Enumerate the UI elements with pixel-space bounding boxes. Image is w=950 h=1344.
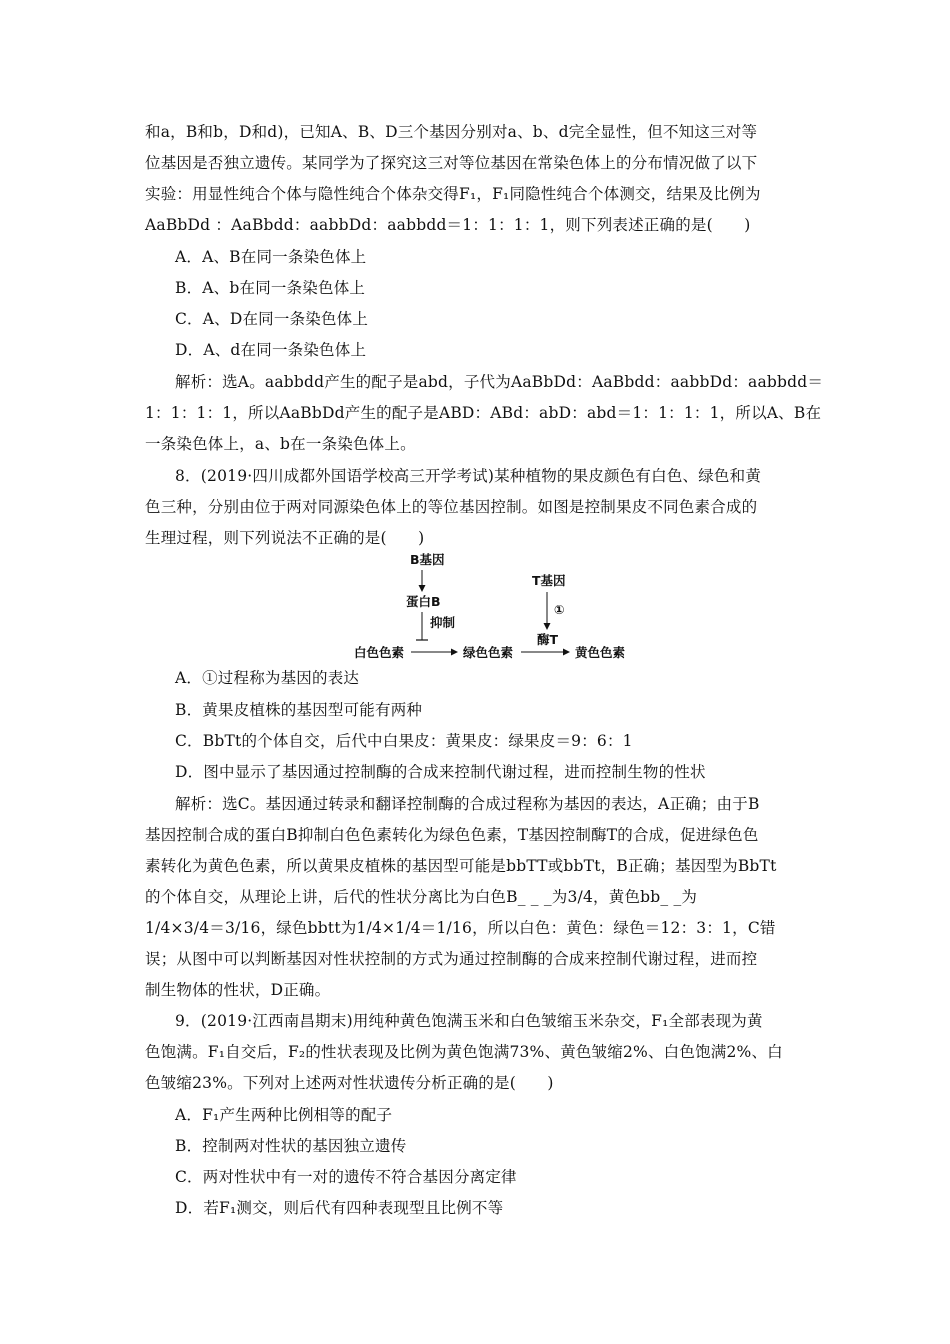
b-gene-label: B基因 — [410, 552, 445, 567]
q7-stem-line-4: AaBbDd ：AaBbdd：aabbDd：aabbdd＝1：1：1：1，则下列表述正确的是( ) — [145, 216, 751, 234]
q8-option-a: A．①过程称为基因的表达 — [175, 669, 360, 687]
q7-stem-line-1: 和a，B和b，D和d)，已知A、B、D三个基因分别对a、b、d完全显性，但不知这三对等 — [145, 123, 758, 141]
q7-analysis-line-2: 1：1：1：1，所以AaBbDd产生的配子是ABD：ABd：abD：abd＝1：1：1：1，所以A、B在 — [145, 404, 822, 422]
q9-option-a: A．F₁产生两种比例相等的配子 — [175, 1106, 393, 1124]
q9-option-b: B．控制两对性状的基因独立遗传 — [175, 1137, 407, 1155]
q8-analysis-line-2: 基因控制合成的蛋白B抑制白色色素转化为绿色色素，T基因控制酶T的合成，促进绿色色 — [145, 826, 759, 844]
q8-analysis-line-3: 素转化为黄色色素，所以黄果皮植株的基因型可能是bbTT或bbTt，B正确；基因型为BbTt — [145, 857, 777, 875]
q9-stem-line-2: 色饱满。F₁自交后，F₂的性状表现及比例为黄色饱满73%、黄色皱缩2%、白色饱满2%、白 — [145, 1043, 783, 1061]
q8-stem-line-2: 色三种，分别由位于两对同源染色体上的等位基因控制。如图是控制果皮不同色素合成的 — [145, 498, 758, 516]
q9-stem-line-1: 9．(2019·江西南昌期末)用纯种黄色饱满玉米和白色皱缩玉米杂交，F₁全部表现为黄 — [175, 1012, 763, 1030]
q8-stem-line-1: 8．(2019·四川成都外国语学校高三开学考试)某种植物的果皮颜色有白色、绿色和黄 — [175, 467, 762, 485]
q9-option-c: C．两对性状中有一对的遗传不符合基因分离定律 — [175, 1168, 517, 1186]
q7-option-a: A．A、B在同一条染色体上 — [175, 248, 367, 266]
q8-analysis-line-6: 误；从图中可以判断基因对性状控制的方式为通过控制酶的合成来控制代谢过程，进而控 — [145, 950, 758, 968]
white-pigment-label: 白色色素 — [354, 645, 405, 660]
q7-analysis-line-1: 解析：选A。aabbdd产生的配子是abd，子代为AaBbDd：AaBbdd：aabbDd：aabbdd＝ — [175, 373, 824, 391]
pigment-pathway-diagram — [340, 550, 640, 665]
q7-analysis-line-3: 一条染色体上，a、b在一条染色体上。 — [145, 435, 416, 453]
q8-analysis-line-7: 制生物体的性状，D正确。 — [145, 981, 331, 999]
q9-option-d: D．若F₁测交，则后代有四种表现型且比例不等 — [175, 1199, 504, 1217]
q8-option-b: B．黄果皮植株的基因型可能有两种 — [175, 701, 423, 719]
q8-analysis-line-4: 的个体自交，从理论上讲，后代的性状分离比为白色B_ _ _为3/4，黄色bb_ _为 — [145, 888, 698, 906]
q7-option-c: C．A、D在同一条染色体上 — [175, 310, 369, 328]
green-pigment-label: 绿色色素 — [463, 645, 514, 660]
yellow-pigment-label: 黄色色素 — [575, 645, 626, 660]
inhibit-label: 抑制 — [430, 615, 456, 630]
q8-option-d: D．图中显示了基因通过控制酶的合成来控制代谢过程，进而控制生物的性状 — [175, 763, 706, 781]
step-one-mark: ① — [554, 602, 565, 617]
q8-option-c: C．BbTt的个体自交，后代中白果皮：黄果皮：绿果皮＝9：6：1 — [175, 732, 633, 750]
q8-analysis-line-1: 解析：选C。基因通过转录和翻译控制酶的合成过程称为基因的表达，A正确；由于B — [175, 795, 760, 813]
enzyme-t-label: 酶T — [537, 632, 559, 647]
q7-stem-line-2: 位基因是否独立遗传。某同学为了探究这三对等位基因在常染色体上的分布情况做了以下 — [145, 154, 758, 172]
q7-stem-line-3: 实验：用显性纯合个体与隐性纯合个体杂交得F₁，F₁同隐性纯合个体测交，结果及比例为 — [145, 185, 761, 203]
q8-analysis-line-5: 1/4×3/4＝3/16，绿色bbtt为1/4×1/4＝1/16，所以白色：黄色：绿色＝12：3：1，C错 — [145, 919, 776, 937]
q8-stem-line-3: 生理过程，则下列说法不正确的是( ) — [145, 529, 425, 547]
q9-stem-line-3: 色皱缩23%。下列对上述两对性状遗传分析正确的是( ) — [145, 1074, 554, 1092]
t-gene-label: T基因 — [532, 573, 566, 588]
q7-option-d: D．A、d在同一条染色体上 — [175, 341, 367, 359]
q7-option-b: B．A、b在同一条染色体上 — [175, 279, 366, 297]
protein-b-label: 蛋白B — [406, 594, 441, 609]
